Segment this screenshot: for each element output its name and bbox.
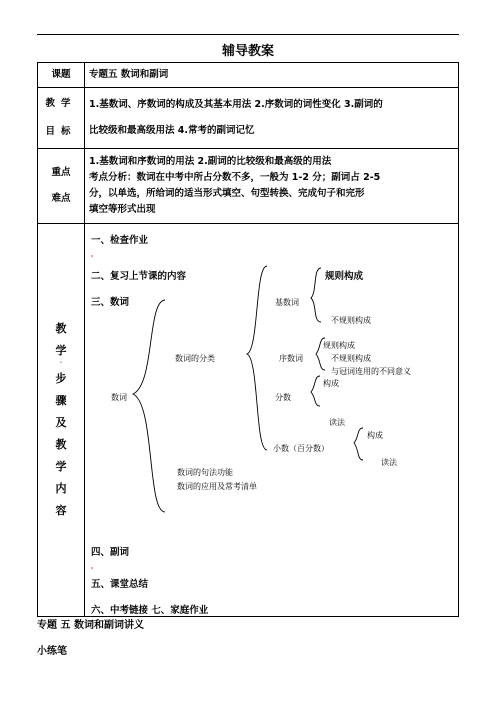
lesson-plan-table bbox=[37, 62, 459, 617]
key-line-4: 填空等形式出现 bbox=[89, 204, 156, 215]
step-4: 四、副词 bbox=[91, 547, 130, 558]
syntax: 数词的句法功能 bbox=[177, 468, 233, 477]
key-line-1: 1.基数词和序数词的用法 2.副词的比较级和最高级的用法 bbox=[89, 156, 332, 167]
decimal: 小数（百分数） bbox=[273, 444, 329, 453]
goals-line-1: 1.基数词、序数词的构成及其基本用法 2.序数词的词性变化 3.副词的 bbox=[89, 99, 383, 110]
key-text bbox=[85, 149, 459, 224]
key-line-2: 考点分析：数词在中考中所占分数不多，一般为 1-2 分；副词占 2-5 bbox=[89, 172, 381, 183]
practice-heading: 小练笔 bbox=[37, 646, 67, 657]
fraction-read: 读法 bbox=[329, 418, 345, 427]
label-steps-char-1: 教 bbox=[55, 322, 67, 335]
label-steps-char-7: 学 bbox=[55, 460, 67, 473]
step-2: 二、复习上节课的内容 bbox=[91, 271, 187, 282]
topic-text: 专题五 数词和副词 bbox=[85, 63, 459, 88]
stray-mark: ‘ bbox=[60, 361, 62, 368]
steps-content bbox=[85, 224, 459, 617]
label-steps-char-4: 骤 bbox=[55, 394, 67, 407]
stray-mark: ' bbox=[91, 254, 94, 263]
brace-fraction bbox=[311, 376, 320, 406]
ordinal-article: 与冠词连用的不同意义 bbox=[331, 367, 411, 376]
label-steps bbox=[38, 224, 85, 617]
brace-decimal bbox=[354, 428, 363, 460]
label-goals-2: 目标 bbox=[45, 126, 77, 137]
label-key-2: 难点 bbox=[51, 193, 71, 204]
cardinal-regular: 规则构成 bbox=[325, 271, 364, 282]
label-key-1: 重点 bbox=[51, 167, 71, 178]
handout-title: 专题 五 数词和副词讲义 bbox=[37, 620, 144, 631]
ordinal-irregular: 不规则构成 bbox=[331, 354, 371, 363]
row-steps bbox=[38, 224, 459, 617]
step-3: 三、数词 bbox=[91, 297, 130, 308]
page-title: 辅导教案 bbox=[221, 44, 274, 59]
label-steps-char-6: 教 bbox=[55, 438, 67, 451]
brace-ordinal bbox=[316, 338, 325, 370]
label-topic: 课题 bbox=[38, 63, 85, 88]
step-5: 五、课堂总结 bbox=[91, 579, 149, 590]
label-steps-char-3: 步 bbox=[55, 372, 67, 385]
fraction-form: 构成 bbox=[323, 379, 339, 388]
root: 数词 bbox=[111, 393, 127, 402]
fraction: 分数 bbox=[275, 393, 291, 402]
brace-classification bbox=[247, 266, 267, 450]
classification: 数词的分类 bbox=[175, 354, 215, 363]
label-steps-char-8: 内 bbox=[55, 482, 67, 495]
decimal-read: 读法 bbox=[381, 458, 397, 467]
ordinal-regular: 规则构成 bbox=[323, 341, 355, 350]
usage: 数词的应用及常考清单 bbox=[177, 482, 257, 491]
row-topic bbox=[38, 63, 459, 88]
goals-text bbox=[85, 88, 459, 149]
cardinal: 基数词 bbox=[275, 298, 299, 307]
step-6: 六、中考链接 七、家庭作业 bbox=[91, 605, 209, 616]
label-goals-1: 教学 bbox=[45, 98, 77, 109]
step-1: 一、检查作业 bbox=[91, 235, 149, 246]
row-goals bbox=[38, 88, 459, 149]
tree-braces bbox=[85, 224, 465, 616]
label-goals bbox=[38, 88, 85, 149]
key-line-3: 分，以单选，所给词的适当形式填空、句型转换、完成句子和完形 bbox=[89, 188, 365, 199]
cardinal-irregular: 不规则构成 bbox=[331, 316, 371, 325]
row-key bbox=[38, 149, 459, 224]
goals-line-2: 比较级和最高级用法 4.常考的副词记忆 bbox=[89, 125, 255, 136]
label-steps-char-2: 学 bbox=[55, 344, 67, 357]
ordinal: 序数词 bbox=[279, 354, 303, 363]
label-steps-char-9: 容 bbox=[55, 504, 67, 517]
label-steps-char-5: 及 bbox=[55, 416, 67, 429]
decimal-form: 构成 bbox=[367, 431, 383, 440]
header-rule bbox=[37, 34, 459, 35]
label-key bbox=[38, 149, 85, 224]
brace-cardinal bbox=[311, 268, 321, 322]
steps-area bbox=[85, 224, 458, 616]
stray-mark: ' bbox=[91, 566, 94, 575]
brace-root bbox=[133, 300, 165, 512]
